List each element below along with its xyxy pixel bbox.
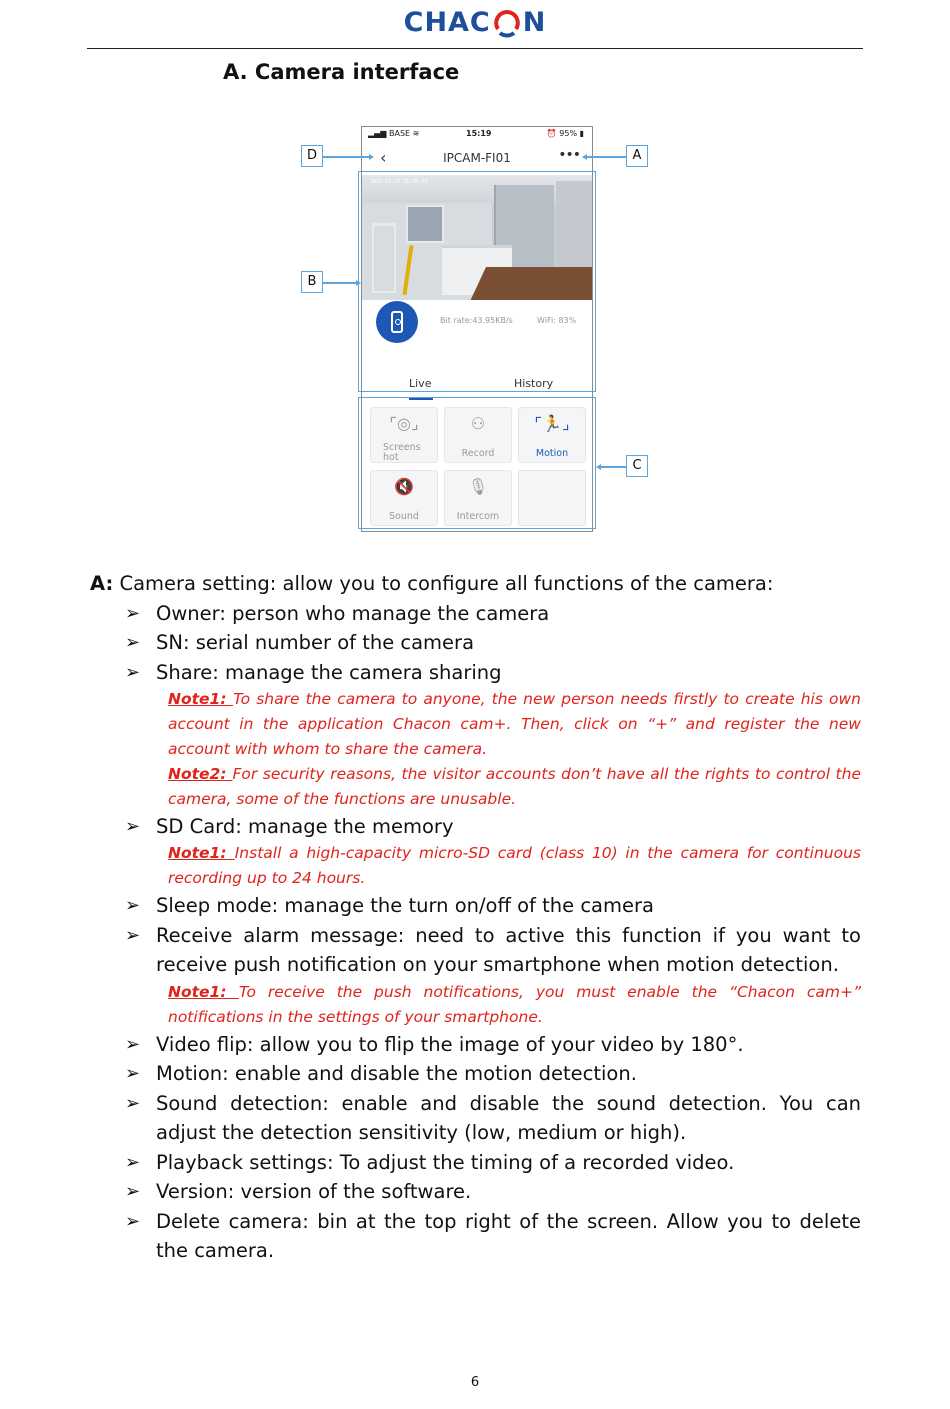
record-label: Record	[461, 448, 495, 459]
sound-label: Sound	[389, 511, 419, 522]
list-item-text: Playback settings: To adjust the timing of a recorded video.	[156, 1151, 735, 1174]
tab-live[interactable]: Live	[409, 377, 432, 390]
callout-arrow-b	[356, 280, 361, 286]
note-text: To share the camera to anyone, the new person needs firstly to create his own account in the application Chacon cam+. Then, click on “+” and register the new account with whom to share the camera.	[168, 690, 861, 758]
list-item-text: Receive alarm message: need to active this function if you want to receive push notification on your smartphone when motion detection.	[156, 924, 861, 976]
status-battery-text: 95%	[559, 129, 578, 138]
arrow-bullet-icon: ➢	[125, 1211, 141, 1232]
record-camera-icon: ⚇	[470, 414, 486, 433]
callout-frame-c	[358, 397, 596, 529]
list-item-motion	[125, 1059, 861, 1088]
section-title: A. Camera interface	[223, 60, 460, 84]
note-label: Note1:	[168, 690, 234, 708]
share-note-1	[168, 687, 861, 762]
motion-label: Motion	[535, 448, 569, 459]
arrow-bullet-icon: ➢	[125, 662, 141, 683]
motion-run-icon: ⌜🏃⌟	[534, 414, 570, 433]
status-carrier-text: BASE	[389, 129, 411, 138]
list-item-text: Share: manage the camera sharing	[156, 661, 502, 684]
callout-label-c: C	[626, 455, 648, 477]
list-item-text: Sleep mode: manage the turn on/off of the camera	[156, 894, 654, 917]
arrow-bullet-icon: ➢	[125, 1181, 141, 1202]
bitrate-readout: Bit rate:43.95KB/s	[440, 316, 513, 325]
wifi-readout: WiFi: 83%	[537, 316, 577, 325]
phone-nav-bar	[362, 143, 592, 173]
intro-paragraph	[90, 569, 870, 598]
callout-label-b: B	[301, 271, 323, 293]
status-carrier: ▂▄▆ BASE ≋	[368, 129, 420, 138]
note-text: To receive the push notifications, you must enable the “Chacon cam+” notifications in the settings of your smartphone.	[168, 983, 861, 1026]
list-item-text: Video flip: allow you to flip the image of your video by 180°.	[156, 1033, 744, 1056]
alarm-note-1	[168, 980, 861, 1030]
callout-line-b	[323, 282, 359, 284]
logo-o-icon	[492, 8, 522, 38]
callout-frame-b	[358, 171, 596, 392]
callout-line-d	[323, 156, 371, 158]
share-note-2	[168, 762, 861, 812]
logo-text-right: N	[522, 7, 547, 38]
arrow-bullet-icon: ➢	[125, 1152, 141, 1173]
screenshot-icon: ⌜◎⌟	[389, 414, 419, 433]
callout-line-a	[585, 156, 626, 158]
status-battery: ⏰ 95% ▮	[546, 129, 584, 138]
callout-label-d: D	[301, 145, 323, 167]
list-item-alarm	[125, 921, 861, 979]
intro-text: Camera setting: allow you to configure all functions of the camera:	[113, 572, 774, 595]
chacon-logo	[0, 6, 950, 38]
list-item-delete-camera	[125, 1207, 861, 1265]
callout-arrow-c	[596, 464, 601, 470]
list-item-sound-detection	[125, 1089, 861, 1147]
arrow-bullet-icon: ➢	[125, 1034, 141, 1055]
arrow-bullet-icon: ➢	[125, 816, 141, 837]
callout-arrow-d	[369, 154, 374, 160]
arrow-bullet-icon: ➢	[125, 632, 141, 653]
camera-title: IPCAM-FI01	[443, 151, 511, 165]
more-dots-icon[interactable]: •••	[558, 147, 580, 163]
list-item-sleep-mode	[125, 891, 861, 920]
sd-note-1	[168, 841, 861, 891]
microphone-icon: 🎙	[467, 477, 489, 496]
list-item-text: Owner: person who manage the camera	[156, 602, 550, 625]
note-text: For security reasons, the visitor accounts don’t have all the rights to control the camera, some of the functions are unusable.	[168, 765, 861, 808]
callout-arrow-a	[582, 154, 587, 160]
list-item-version	[125, 1177, 861, 1206]
arrow-bullet-icon: ➢	[125, 895, 141, 916]
arrow-bullet-icon: ➢	[125, 1063, 141, 1084]
list-item-text: Version: version of the software.	[156, 1180, 472, 1203]
arrow-bullet-icon: ➢	[125, 925, 141, 946]
list-item-owner	[125, 599, 861, 628]
speaker-muted-icon: 🔇	[394, 477, 414, 496]
list-item-share	[125, 658, 861, 687]
list-item-text: SD Card: manage the memory	[156, 815, 454, 838]
tab-history[interactable]: History	[514, 377, 554, 390]
page-number: 6	[470, 1375, 480, 1390]
list-item-text: Delete camera: bin at the top right of the screen. Allow you to delete the camera.	[156, 1210, 861, 1262]
back-chevron-icon[interactable]: ‹	[380, 148, 387, 167]
arrow-bullet-icon: ➢	[125, 1093, 141, 1114]
arrow-bullet-icon: ➢	[125, 603, 141, 624]
callout-line-c	[598, 466, 626, 468]
note-label: Note1:	[168, 844, 235, 862]
list-item-text: Sound detection: enable and disable the sound detection. You can adjust the detection sensitivity (low, medium or high).	[156, 1092, 861, 1144]
note-text: Install a high-capacity micro-SD card (class 10) in the camera for continuous recording up to 24 hours.	[168, 844, 861, 887]
list-item-playback	[125, 1148, 861, 1177]
phone-status-bar	[362, 127, 592, 141]
list-item-text: SN: serial number of the camera	[156, 631, 475, 654]
list-item-text: Motion: enable and disable the motion detection.	[156, 1062, 637, 1085]
list-item-video-flip	[125, 1030, 861, 1059]
status-time: 15:19	[466, 129, 492, 138]
view-timestamp: 2018-11-29 15:20:43	[370, 179, 428, 185]
intercom-label: Intercom	[456, 511, 500, 522]
note-label: Note1:	[168, 983, 239, 1001]
screenshot-label-line1: Screens	[383, 442, 421, 453]
intro-label: A:	[90, 572, 114, 595]
header-divider	[87, 48, 863, 49]
list-item-sd-card	[125, 812, 861, 841]
note-label: Note2:	[168, 765, 233, 783]
logo-text-left: CHAC	[403, 7, 491, 38]
screenshot-label-line2: hot	[383, 452, 399, 463]
callout-label-a: A	[626, 145, 648, 167]
list-item-sn	[125, 628, 861, 657]
